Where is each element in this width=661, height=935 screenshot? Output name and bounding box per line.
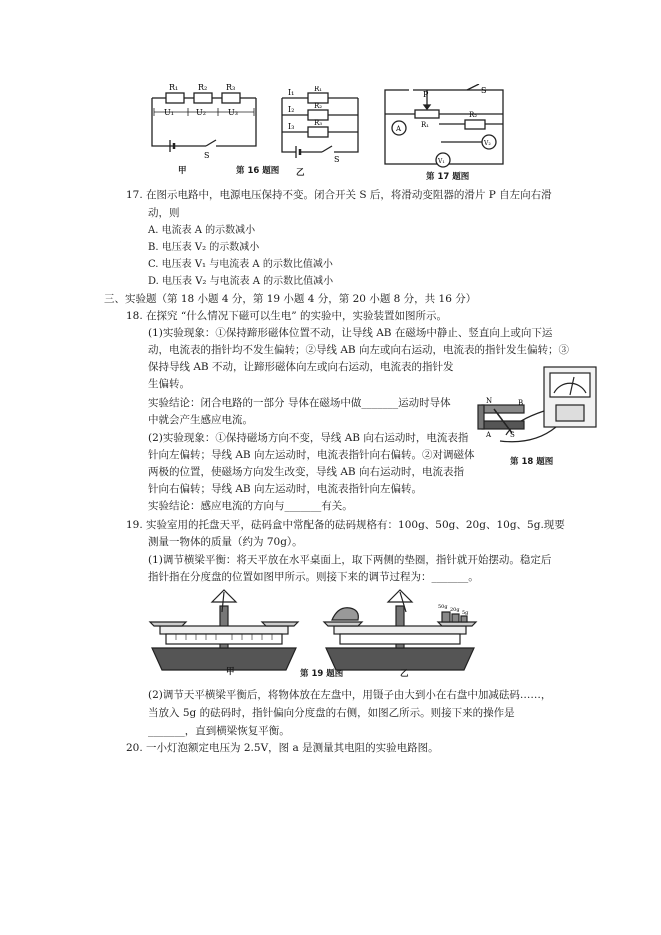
label-v2: V₂ bbox=[484, 140, 491, 147]
figure-18-caption: 第 18 题图 bbox=[510, 457, 554, 467]
q19-line3: (1)调节横梁平衡：将天平放在水平桌面上，取下两侧的垫圈，指针就开始摆动。稳定后 bbox=[148, 554, 552, 566]
figure-16-jia bbox=[148, 82, 260, 167]
q19-line2: 测量一物体的质量（约为 70g）。 bbox=[148, 536, 303, 548]
label-s18: S bbox=[510, 431, 515, 439]
q18-line7: (2)实验现象：①保持磁场方向不变，导线 AB 向右运动时，电流表指 bbox=[148, 432, 469, 444]
label-yi-s: S bbox=[334, 155, 340, 164]
label-r2: R₂ bbox=[198, 83, 208, 92]
figure-16-yi bbox=[276, 86, 362, 164]
label-i2: I₂ bbox=[288, 105, 295, 114]
figure-17-caption: 第 17 题图 bbox=[426, 172, 470, 182]
figure-19-jia-label: 甲 bbox=[226, 667, 235, 677]
q17-stem-line1: 17. 在图示电路中，电源电压保持不变。闭合开关 S 后，将滑动变阻器的滑片 P 自左向右滑 bbox=[126, 189, 552, 201]
section3-title: 三、实验题（第 18 小题 4 分，第 19 小题 4 分，第 20 小题 8 分，共 16 分） bbox=[104, 293, 477, 305]
label-r1: R₁ bbox=[169, 83, 179, 92]
q19-line5: (2)调节天平横梁平衡后，将物体放在左盘中，用镊子由大到小在右盘中加减砝码……， bbox=[148, 689, 552, 701]
label-r1-17: R₁ bbox=[421, 121, 430, 129]
label-u2: U₂ bbox=[196, 108, 206, 117]
q19-line6: 当放入 5g 的砝码时，指针偏向分度盘的右侧，如图乙所示。则接下来的操作是 bbox=[148, 707, 515, 719]
label-r3: R₃ bbox=[226, 83, 236, 92]
q19-line7: _______，直到横梁恢复平衡。 bbox=[148, 725, 290, 737]
q17-option-b: B. 电压表 V₂ 的示数减小 bbox=[148, 242, 260, 253]
q18-line5: 实验结论：闭合电路的一部分 导体在磁场中做_______运动时导体 bbox=[148, 397, 451, 409]
label-i3: I₃ bbox=[288, 122, 295, 131]
q18-line3: 保持导线 AB 不动，让蹄形磁体向左或向右运动，电流表的指针发 bbox=[148, 361, 454, 373]
figure-19-yi bbox=[320, 586, 480, 678]
q18-line4: 生偏转。 bbox=[148, 378, 190, 390]
label-n: N bbox=[486, 397, 493, 405]
label-a18: A bbox=[486, 431, 492, 439]
q19-line1: 19. 实验室用的托盘天平，砝码盒中常配备的砝码规格有：100g、50g、20g、10g、5g.现要 bbox=[126, 519, 565, 531]
weight-label-20g: 20g bbox=[450, 607, 460, 613]
figure-19-caption: 第 19 题图 bbox=[300, 669, 344, 679]
weight-label-50g: 50g bbox=[438, 604, 448, 610]
figure-19-yi-label: 乙 bbox=[400, 669, 409, 679]
q18-stem: 18. 在探究 “什么情况下磁可以生电” 的实验中，实验装置如图所示。 bbox=[126, 310, 447, 322]
q17-stem-line2: 动，则 bbox=[148, 207, 180, 219]
label-v1: V₁ bbox=[438, 158, 445, 165]
q18-line1: (1)实验现象：①保持蹄形磁体位置不动，让导线 AB 在磁场中静止、竖直向上或向下运 bbox=[148, 327, 553, 339]
q17-option-c: C. 电压表 V₁ 与电流表 A 的示数比值减小 bbox=[148, 259, 333, 270]
label-yi-r2: R₂ bbox=[314, 102, 323, 110]
q18-line2: 动，电流表的指针均不发生偏转；②导线 AB 向左或向右运动，电流表的指针发生偏转；③ bbox=[148, 344, 569, 356]
label-u3: U₃ bbox=[228, 108, 238, 117]
figure-16-jia-label: 甲 bbox=[178, 166, 187, 176]
label-s: S bbox=[204, 151, 210, 160]
q18-line11: 实验结论：感应电流的方向与_______有关。 bbox=[148, 500, 353, 512]
weight-label-5g: 5g bbox=[462, 610, 469, 616]
figure-18 bbox=[474, 361, 604, 451]
q17-option-a: A. 电流表 A 的示数减小 bbox=[148, 225, 256, 236]
q18-line10: 针向右偏转；导线 AB 向左运动时，电流表指针向左偏转。 bbox=[148, 483, 422, 495]
label-p: P bbox=[423, 90, 429, 99]
label-r2-17: R₂ bbox=[469, 111, 478, 119]
q18-line9: 两极的位置，使磁场方向发生改变，导线 AB 向右运动时，电流表指 bbox=[148, 466, 464, 478]
q19-line4: 指针指在分度盘的位置如图甲所示。则接下来的调节过程为：_______。 bbox=[148, 571, 479, 583]
q18-line6: 中就会产生感应电流。 bbox=[148, 414, 253, 426]
q20-line1: 20. 一小灯泡额定电压为 2.5V，图 a 是测量其电阻的实验电路图。 bbox=[126, 742, 439, 754]
figure-16-yi-label: 乙 bbox=[296, 168, 305, 178]
figure-16-caption: 第 16 题图 bbox=[236, 166, 280, 176]
q18-line8: 针向左偏转；导线 AB 向左运动时，电流表指针向右偏转。②对调磁体 bbox=[148, 449, 475, 461]
figure-17 bbox=[381, 84, 509, 170]
label-s17: S bbox=[481, 86, 487, 95]
label-yi-r1: R₁ bbox=[314, 86, 323, 93]
label-yi-r3: R₃ bbox=[314, 119, 323, 127]
label-i1: I₁ bbox=[288, 88, 295, 97]
label-b18: B bbox=[518, 399, 524, 407]
q17-option-d: D. 电压表 V₂ 与电流表 A 的示数比值减小 bbox=[148, 276, 334, 287]
label-ammeter: A bbox=[396, 125, 402, 133]
figure-19-jia bbox=[146, 586, 302, 678]
label-u1: U₁ bbox=[164, 108, 174, 117]
